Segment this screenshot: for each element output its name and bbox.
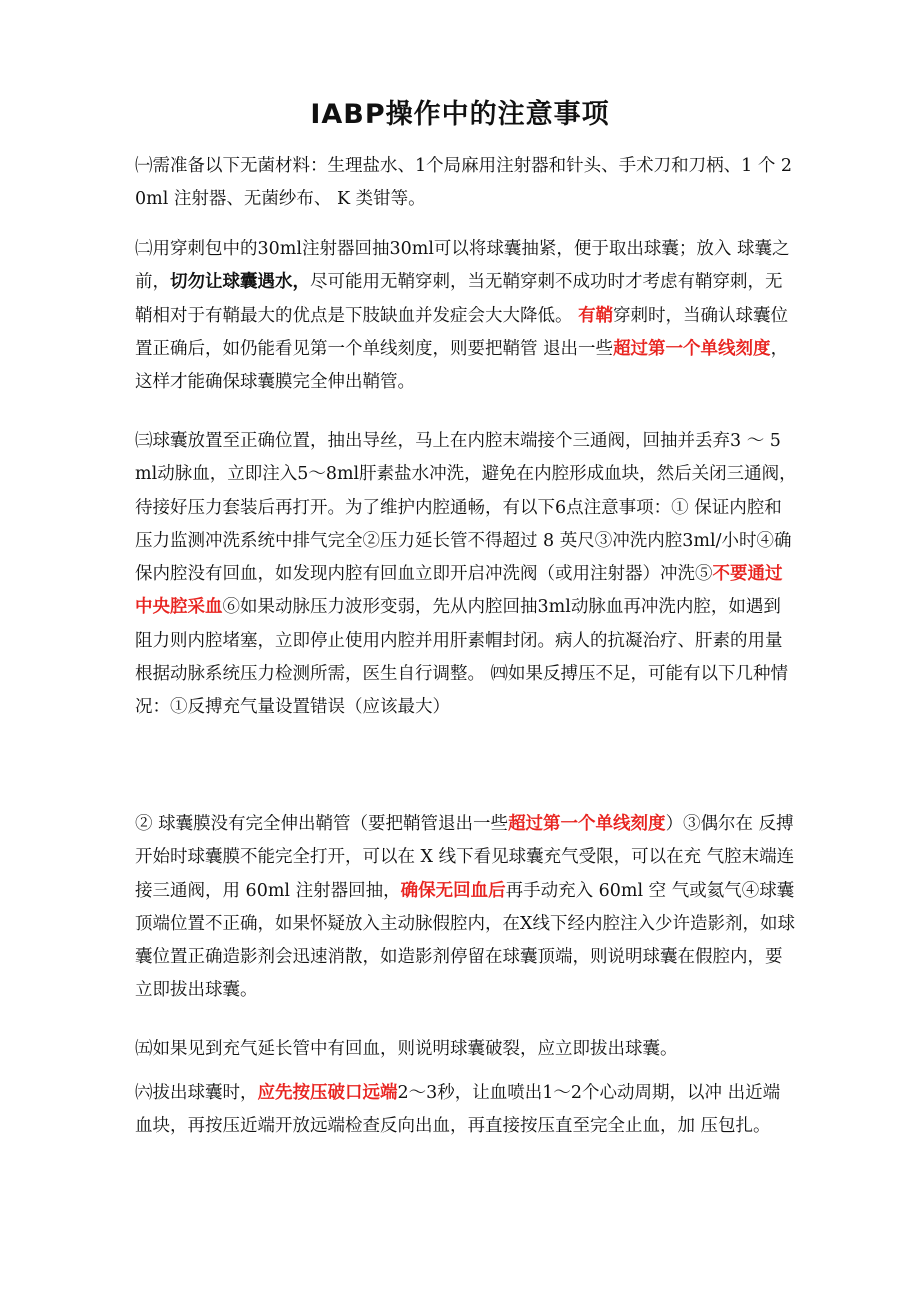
section-6 — [135, 1077, 797, 1144]
section-4-text-c: 再手动充入 60ml 空 气或氦气④球囊顶端位置不正确，如果怀疑放入主动脉假腔内，在X线下经内腔注入少许造影剂，如球囊位置正确造影剂会迅速消散，如造影剂停留在球囊顶端，则说明球囊在假腔内，要立即拔出球囊。 — [135, 880, 795, 1001]
section-3-text-a: ㈢球囊放置至正确位置，抽出导丝，马上在内腔末端接个三通阀，回抽并丢弃3 ～ 5ml动脉血，立即注入5～8ml肝素盐水冲洗，避免在内腔形成血块，然后关闭三通阀，待接好压力套装后再打开。为了维护内腔通畅，有以下6点注意事项：① 保证内腔和压力监测冲洗系统中排气完全②压力延长管不得超过 8 英尺③冲洗内腔3ml/小时④确保内腔没有回血，如发现内腔有回血立即开启冲洗阀（或用注射器）冲洗⑤ — [135, 431, 797, 585]
section-4-text-a: ② 球囊膜没有完全伸出鞘管（要把鞘管退出一些 — [135, 814, 509, 834]
section-2-red-first-mark: 超过第一个单线刻度 — [613, 338, 771, 359]
section-3-text-b: ⑥如果动脉压力波形变弱，先从内腔回抽3ml动脉血再冲洗内腔，如遇到阻力则内腔堵塞，立即停止使用内腔并用肝素帽封闭。病人的抗凝治疗、肝素的用量根据动脉系统压力检测所需，医生自行调整。 ㈣如果反搏压不足，可能有以下几种情况：①反搏充气量设置错误（应该最大） — [135, 597, 789, 718]
section-2-text-d: ，这样才能确保球囊膜完全伸出鞘管。 — [135, 338, 789, 393]
section-2-text-a: ㈡用穿刺包中的30ml注射器回抽30ml可以将球囊抽紧，便于取出球囊；放入 球囊之前， — [135, 239, 790, 293]
section-5 — [135, 1033, 797, 1066]
section-1-text: ㈠需准备以下无菌材料：生理盐水、1个局麻用注射器和针头、手术刀和刀柄、1 个 20ml 注射器、无菌纱布、 K 类钳等。 — [135, 156, 793, 210]
section-2 — [135, 233, 797, 399]
section-2-text-b: 尽可能用无鞘穿刺，当无鞘穿刺不成功时才考虑有鞘穿刺，无鞘相对于有鞘最大的优点是下肢缺血并发症会大大降低。 — [135, 272, 783, 326]
section-4-red-first-mark: 超过第一个单线刻度 — [508, 814, 666, 834]
document-title: IABP操作中的注意事项 — [310, 99, 610, 130]
section-1 — [135, 150, 797, 217]
section-2-red-sheathed: 有鞘 — [578, 305, 614, 326]
section-6-text-b: 2～3秒，让血喷出1～2个心动周期，以冲 出近端血块，再按压近端开放远端检查反向出血，再直接按压直至完全止血，加 压包扎。 — [135, 1083, 781, 1137]
section-2-text-c: 穿刺时，当确认球囊位置正确后，如仍能看见第一个单线刻度，则要把鞘管 退出一些 — [135, 305, 789, 359]
section-4-text-b: ）③偶尔在 反搏开始时球囊膜不能完全打开，可以在 X 线下看见球囊充气受限，可以在充 气腔末端连接三通阀，用 60ml 注射器回抽， — [135, 814, 795, 901]
section-5-text: ㈤如果见到充气延长管中有回血，则说明球囊破裂，应立即拔出球囊。 — [135, 1039, 678, 1059]
section-4-red-no-backflow: 确保无回血后 — [400, 880, 506, 901]
section-6-red-press-distal: 应先按压破口远端 — [257, 1083, 398, 1103]
section-2-bold-warning: 切勿让球囊遇水， — [170, 272, 310, 293]
section-3-red-no-central-sampling: 不要通过中央腔采血 — [135, 564, 783, 618]
section-3 — [135, 425, 797, 725]
section-6-text-a: ㈥拔出球囊时， — [135, 1083, 258, 1103]
section-4 — [135, 808, 797, 1008]
